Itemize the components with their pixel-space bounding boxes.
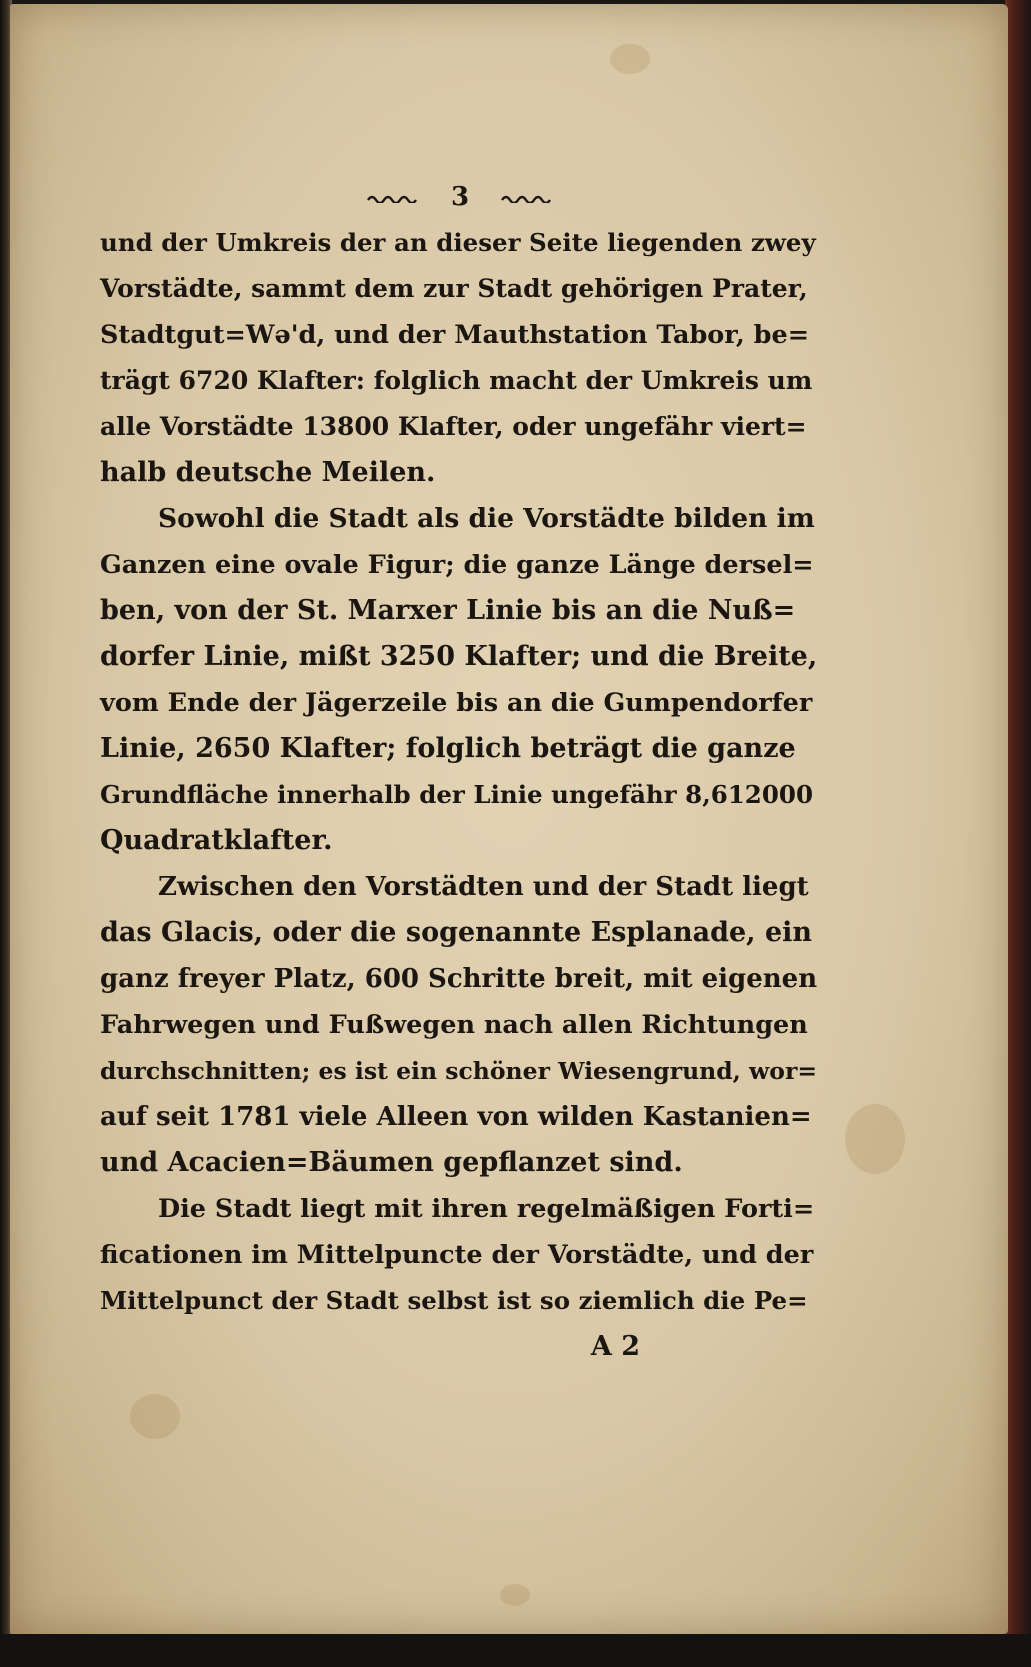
text-line: Sowohl die Stadt als die Vorstädte bilden im <box>158 503 815 534</box>
text-line: Ganzen eine ovale Figur; die ganze Länge dersel= <box>100 550 814 580</box>
text-line: Quadratklafter. <box>100 825 333 856</box>
text-line: ganz freyer Platz, 600 Schritte breit, mit eigenen <box>100 964 818 994</box>
text-line: durchschnitten; es ist ein schöner Wiesengrund, wor= <box>100 1057 818 1085</box>
paper-stain <box>500 1584 530 1606</box>
text-line: Die Stadt liegt mit ihren regelmäßigen Forti= <box>158 1194 815 1224</box>
text-line: und der Umkreis der an dieser Seite liegenden zwey <box>100 228 816 257</box>
text-line: Zwischen den Vorstädten und der Stadt liegt <box>158 872 809 902</box>
wave-ornament-icon <box>366 193 420 203</box>
text-line: Stadtgut=Wə'd, und der Mauthstation Tabor, be= <box>100 320 810 350</box>
text-line: trägt 6720 Klafter: folglich macht der Umkreis um <box>100 366 813 395</box>
text-line: Grundfläche innerhalb der Linie ungefähr 8,612000 <box>100 780 814 809</box>
paper-stain <box>610 44 650 74</box>
book-cover-edge <box>1005 0 1031 1667</box>
text-line: Mittelpunct der Stadt selbst ist so ziemlich die Pe= <box>100 1286 808 1315</box>
text-line: Vorstädte, sammt dem zur Stadt gehörigen Prater, <box>100 274 808 303</box>
text-line: das Glacis, oder die sogenannte Esplanade, ein <box>100 917 813 948</box>
page-text <box>100 174 820 1370</box>
text-line: alle Vorstädte 13800 Klafter, oder ungefähr viert= <box>100 412 807 441</box>
text-line: halb deutsche Meilen. <box>100 457 436 488</box>
page-number: 3 <box>450 182 470 212</box>
text-line: vom Ende der Jägerzeile bis an die Gumpendorfer <box>100 688 813 718</box>
text-line: und Acacien=Bäumen gepflanzet sind. <box>100 1147 683 1178</box>
signature-mark: A 2 <box>590 1331 640 1362</box>
text-line: Fahrwegen und Fußwegen nach allen Richtungen <box>100 1010 808 1040</box>
paper-stain <box>130 1394 180 1439</box>
paper-page <box>10 4 1008 1634</box>
text-line: dorfer Linie, mißt 3250 Klafter; und die Breite, <box>100 641 818 672</box>
text-line: auf seit 1781 viele Alleen von wilden Kastanien= <box>100 1102 812 1132</box>
text-line: Linie, 2650 Klafter; folglich beträgt die ganze <box>100 733 796 764</box>
text-line: ficationen im Mittelpuncte der Vorstädte, und der <box>100 1240 814 1270</box>
wave-ornament-icon <box>500 193 554 203</box>
page-header <box>100 174 820 220</box>
paper-stain <box>845 1104 905 1174</box>
scan-background <box>0 1634 1031 1667</box>
text-line: ben, von der St. Marxer Linie bis an die Nuß= <box>100 595 796 626</box>
